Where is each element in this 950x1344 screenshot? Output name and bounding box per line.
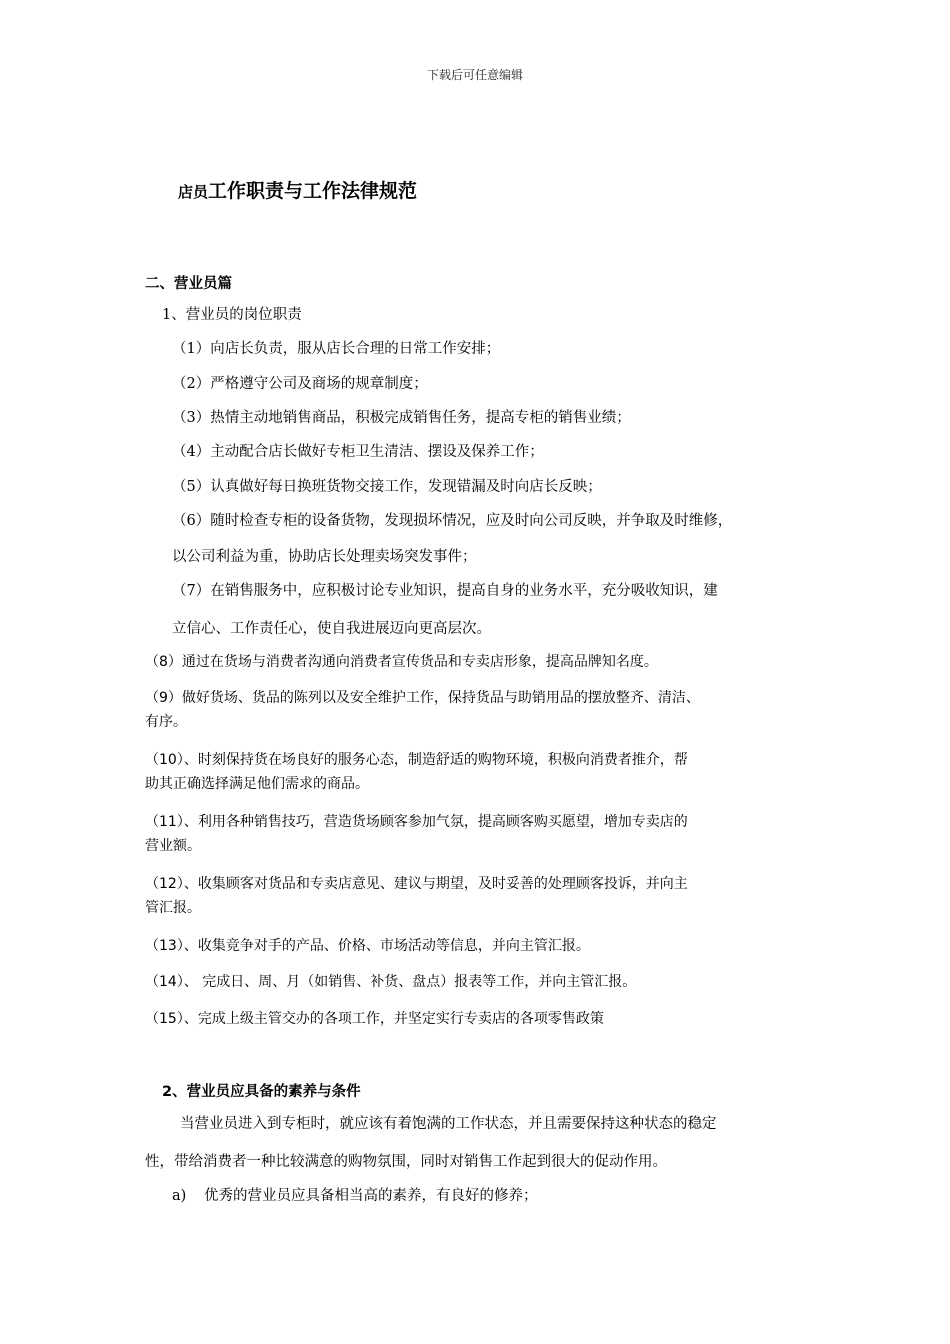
duty-item: （13）、收集竞争对手的产品、价格、市场活动等信息，并向主管汇报。 <box>145 938 590 954</box>
list-item-marker: a) <box>172 1188 187 1204</box>
title-main: 工作职责与工作法律规范 <box>208 180 418 202</box>
duty-item: （10）、时刻保持货在场良好的服务心态，制造舒适的购物环境，积极向消费者推介，帮 <box>145 752 688 768</box>
section-heading: 二、营业员篇 <box>145 276 232 292</box>
duty-item-continuation: 有序。 <box>145 714 187 730</box>
list-item: 优秀的营业员应具备相当高的素养，有良好的修养； <box>204 1188 538 1204</box>
duty-item: （9）做好货场、货品的陈列以及安全维护工作，保持货品与助销用品的摆放整齐、清洁、 <box>145 690 700 706</box>
paragraph-line: 当营业员进入到专柜时，就应该有着饱满的工作状态，并且需要保持这种状态的稳定 <box>180 1116 717 1132</box>
paragraph-line: 性，带给消费者一种比较满意的购物氛围，同时对销售工作起到很大的促动作用。 <box>145 1154 667 1170</box>
document-title <box>178 176 417 203</box>
duty-item-continuation: 以公司利益为重，协助店长处理卖场突发事件； <box>172 549 477 565</box>
duty-item: （3）热情主动地销售商品，积极完成销售任务，提高专柜的销售业绩； <box>172 410 631 426</box>
subsection-heading: 2、营业员应具备的素养与条件 <box>162 1084 361 1100</box>
duty-item: （4）主动配合店长做好专柜卫生清洁、摆设及保养工作； <box>172 444 544 460</box>
duty-item: （6）随时检查专柜的设备货物，发现损坏情况，应及时向公司反映，并争取及时维修， <box>172 513 733 529</box>
duty-item-continuation: 营业额。 <box>145 838 201 854</box>
duty-item-continuation: 助其正确选择满足他们需求的商品。 <box>145 776 369 792</box>
duty-item: （14）、 完成日、周、月（如销售、补货、盘点）报表等工作，并向主管汇报。 <box>145 974 637 990</box>
subsection-heading: 1、营业员的岗位职责 <box>162 307 302 323</box>
duty-item-continuation: 立信心、工作责任心，使自我进展迈向更高层次。 <box>172 621 491 637</box>
duty-item: （11）、利用各种销售技巧，营造货场顾客参加气氛，提高顾客购买愿望，增加专卖店的 <box>145 814 688 830</box>
duty-item: （2）严格遵守公司及商场的规章制度； <box>172 376 428 392</box>
title-prefix: 店员 <box>178 183 209 201</box>
duty-item: （7）在销售服务中，应积极讨论专业知识，提高自身的业务水平，充分吸收知识，建 <box>172 583 718 599</box>
duty-item: （8）通过在货场与消费者沟通向消费者宣传货品和专卖店形象，提高品牌知名度。 <box>145 654 658 670</box>
duty-item: （15）、完成上级主管交办的各项工作，并坚定实行专卖店的各项零售政策 <box>145 1011 604 1027</box>
page-header: 下载后可任意编辑 <box>426 68 523 82</box>
duty-item: （5）认真做好每日换班货物交接工作，发现错漏及时向店长反映； <box>172 479 602 495</box>
duty-item: （1）向店长负责，服从店长合理的日常工作安排； <box>172 341 501 357</box>
duty-item-continuation: 管汇报。 <box>145 900 201 916</box>
duty-item: （12）、收集顾客对货品和专卖店意见、建议与期望，及时妥善的处理顾客投诉，并向主 <box>145 876 688 892</box>
